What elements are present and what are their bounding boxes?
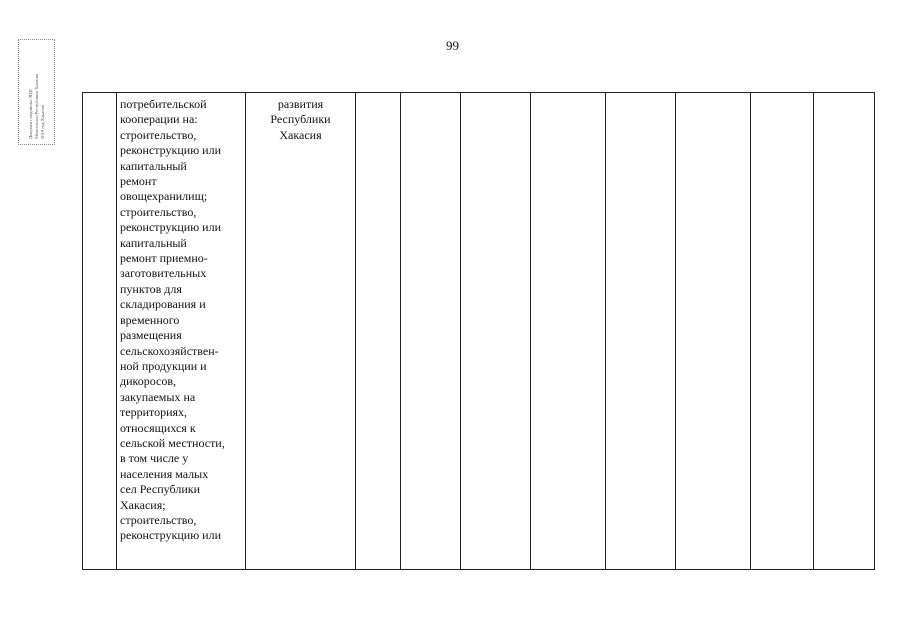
text-line: капитальный — [120, 158, 187, 173]
value-cell — [531, 93, 606, 570]
executor-cell — [246, 93, 356, 570]
text-line: кооперации на: — [120, 112, 198, 127]
text-line: ремонт — [120, 174, 157, 189]
page-number: 99 — [446, 38, 459, 53]
text-line: ремонт приемно- — [120, 251, 208, 266]
text-line: размещения — [120, 328, 182, 343]
text-line: Хакасия; — [120, 497, 166, 512]
text-line: реконструкцию или — [120, 220, 221, 235]
text-line: дикоросов, — [120, 374, 177, 389]
index-cell — [83, 93, 117, 570]
text-line: реконструкцию или — [120, 528, 221, 543]
table-row — [83, 93, 875, 570]
value-cell — [676, 93, 751, 570]
text-line: относящихся к — [120, 420, 196, 435]
text-line: населения малых — [120, 466, 209, 481]
text-line: складирования и — [120, 297, 206, 312]
text-line: овощехранилищ; — [120, 189, 208, 204]
executor-text — [246, 93, 355, 143]
value-cell — [814, 93, 875, 570]
text-line: в том числе у — [120, 451, 189, 466]
text-line: временного — [120, 312, 180, 327]
text-line: строительство, — [120, 204, 197, 219]
value-cell — [356, 93, 401, 570]
stamp-line: Документ подписан ЭЦП — [28, 89, 33, 139]
text-line: развития — [277, 97, 324, 111]
text-line: заготовительных — [120, 266, 207, 281]
text-line: территориях, — [120, 405, 188, 420]
text-line: строительство, — [120, 127, 197, 142]
text-line: сел Республики — [120, 482, 200, 497]
description-text — [117, 93, 245, 544]
text-line: Республики — [270, 112, 331, 127]
text-line: потребительской — [120, 97, 207, 111]
text-line: строительство, — [120, 512, 197, 527]
value-cell — [401, 93, 461, 570]
value-cell — [606, 93, 676, 570]
text-line: ной продукции и — [120, 358, 207, 373]
document-stamp — [14, 38, 58, 146]
description-cell — [117, 93, 246, 570]
text-line: закупаемых на — [120, 389, 196, 404]
value-cell — [461, 93, 531, 570]
text-line: сельской местности, — [120, 435, 225, 450]
stamp-line: 2019 год Хакасия — [40, 105, 45, 139]
text-line: реконструкцию или — [120, 143, 221, 158]
text-line: сельскохозяйствен- — [120, 343, 219, 358]
text-line: капитальный — [120, 235, 187, 250]
text-line: Хакасия — [279, 127, 322, 142]
value-cell — [751, 93, 814, 570]
text-line: пунктов для — [120, 281, 182, 296]
stamp-line: Минсельхоз Республики Хакасия — [34, 73, 39, 139]
program-table — [82, 92, 875, 570]
